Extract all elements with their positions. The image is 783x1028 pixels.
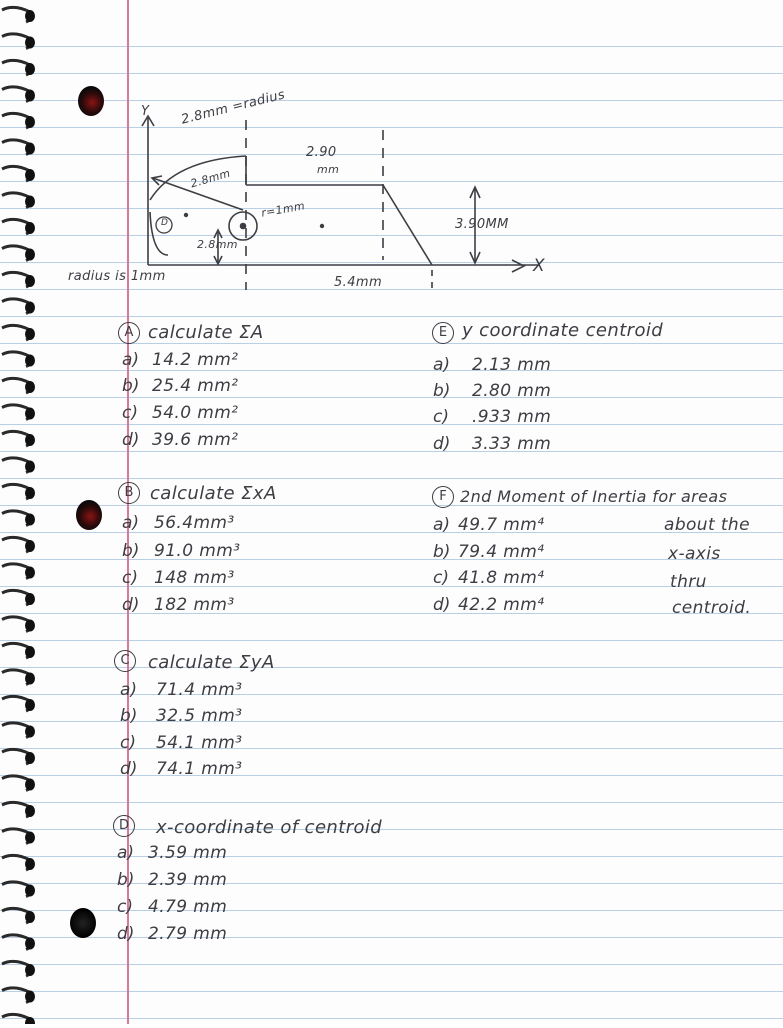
spiral-hole [25,593,35,605]
spiral-hole [25,540,35,552]
option-key: d) [122,430,140,450]
f-note-line-4: centroid. [672,598,752,618]
option-key: a) [433,515,451,535]
spiral-hole [25,726,35,738]
d-marker-label: D [161,218,169,228]
option-key: a) [120,680,138,700]
radius-top-label: 2.8mm =radius [179,87,287,128]
question-prompt: y coordinate centroid [462,320,664,341]
option-value: 39.6 mm² [152,430,239,450]
f-note-line-1: about the [664,515,750,535]
spiral-hole [25,752,35,764]
spiral-hole [25,461,35,473]
option-value: 54.0 mm² [152,403,239,423]
dim-290-label: 2.90 [306,145,337,160]
spiral-hole [25,487,35,499]
option-key: b) [433,381,451,401]
option-key: b) [117,870,135,890]
option-key: b) [120,706,138,726]
binder-hole-bottom [70,908,96,938]
option-value: 182 mm³ [154,595,235,615]
centroid-dot-left [184,213,188,217]
spiral-hole [25,408,35,420]
option-key: a) [117,843,135,863]
option-key: c) [120,733,136,753]
spiral-hole [25,328,35,340]
option-key: b) [433,542,451,562]
option-value: 74.1 mm³ [156,759,243,779]
question-letter-circle: C [114,650,136,672]
option-value: 54.1 mm³ [156,733,243,753]
option-value: 49.7 mm⁴ [458,515,545,535]
spiral-hole [25,434,35,446]
dim-28-bottom-label: 2.8mm [197,238,238,251]
option-key: d) [433,595,451,615]
spiral-hole [25,832,35,844]
dim-290-unit: mm [317,163,340,176]
spiral-hole [25,673,35,685]
spiral-hole [25,620,35,632]
option-value: .933 mm [472,407,552,427]
option-value: 2.13 mm [472,355,552,375]
option-value: 148 mm³ [154,568,235,588]
spiral-hole [25,805,35,817]
option-value: 71.4 mm³ [156,680,243,700]
option-value: 79.4 mm⁴ [458,542,545,562]
spiral-hole [25,938,35,950]
option-value: 32.5 mm³ [156,706,243,726]
option-key: d) [117,924,135,944]
f-note-line-2: x-axis [668,544,721,564]
f-note-line-3: thru [670,572,707,592]
option-key: d) [433,434,451,454]
option-key: b) [122,376,140,396]
question-prompt: calculate ΣxA [150,483,277,504]
option-key: c) [122,403,138,423]
option-value: 42.2 mm⁴ [458,595,545,615]
option-value: 2.39 mm [148,870,228,890]
option-value: 14.2 mm² [152,350,239,370]
option-key: a) [122,513,140,533]
centroid-diagram [0,0,783,300]
option-key: d) [122,595,140,615]
spiral-hole [25,381,35,393]
question-prompt: 2nd Moment of Inertia for areas [460,487,728,506]
y-axis-label: Y [141,104,150,119]
spiral-hole [25,646,35,658]
spiral-hole [25,355,35,367]
hole-radius-label: r=1mm [260,199,306,220]
dim-390-label: 3.90MM [455,217,509,232]
dim-54-label: 5.4mm [334,275,383,290]
radius-note: radius is 1mm [68,269,166,284]
slant-edge [383,185,432,265]
x-axis-arrow [512,260,524,272]
centroid-dot-right [320,224,324,228]
arc-28-label: 2.8mm [189,166,232,191]
option-key: d) [120,759,138,779]
binder-hole-middle [76,500,102,530]
option-value: 3.33 mm [472,434,552,454]
x-axis-label: X [533,256,546,276]
option-value: 2.80 mm [472,381,552,401]
question-letter-circle: F [432,486,454,508]
spiral-hole [25,302,35,314]
spiral-hole [25,858,35,870]
spiral-hole [25,699,35,711]
spiral-hole [25,567,35,579]
question-letter-circle: D [113,815,135,837]
option-value: 3.59 mm [148,843,228,863]
option-key: c) [433,407,449,427]
spiral-hole [25,991,35,1003]
option-value: 91.0 mm³ [154,541,241,561]
spiral-hole [25,911,35,923]
spiral-hole [25,885,35,897]
question-prompt: calculate ΣA [148,322,264,343]
option-value: 56.4mm³ [154,513,235,533]
option-value: 4.79 mm [148,897,228,917]
option-key: c) [122,568,138,588]
question-letter-circle: A [118,322,140,344]
question-prompt: x-coordinate of centroid [156,817,383,838]
option-value: 25.4 mm² [152,376,239,396]
question-prompt: calculate ΣyA [148,652,275,673]
question-letter-circle: E [432,322,454,344]
option-value: 41.8 mm⁴ [458,568,545,588]
question-letter-circle: B [118,482,140,504]
spiral-hole [25,779,35,791]
option-key: a) [433,355,451,375]
option-key: a) [122,350,140,370]
option-key: b) [122,541,140,561]
hole-center-dot [241,224,246,229]
spiral-hole [25,514,35,526]
option-key: c) [117,897,133,917]
option-value: 2.79 mm [148,924,228,944]
option-key: c) [433,568,449,588]
spiral-hole [25,964,35,976]
